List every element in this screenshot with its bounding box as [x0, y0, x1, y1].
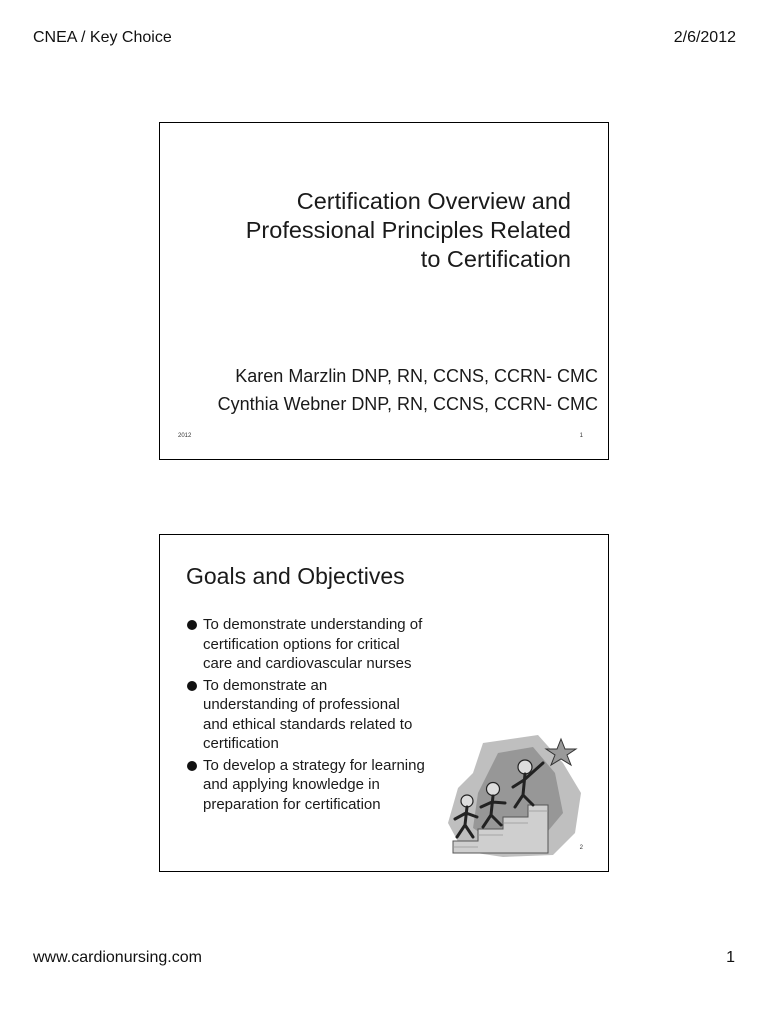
page-footer-url: www.cardionursing.com — [33, 949, 202, 966]
slide-2-number: 2 — [579, 845, 583, 851]
bullet-line: and applying knowledge in — [203, 776, 380, 793]
author-line: Karen Marzlin DNP, RN, CCNS, CCRN- CMC — [235, 366, 598, 386]
slide-1-title-line: Professional Principles Related — [245, 217, 571, 243]
list-item — [186, 676, 476, 754]
slide-2-title: Goals and Objectives — [186, 563, 405, 589]
bullet-line: To demonstrate an — [203, 676, 328, 694]
bullet-line: understanding of professional — [203, 696, 400, 713]
slide-1-number: 1 — [579, 433, 583, 439]
slide-1-authors — [158, 362, 598, 418]
bullet-line: To demonstrate understanding of — [203, 616, 423, 633]
author-line: Cynthia Webner DNP, RN, CCNS, CCRN- CMC — [217, 394, 598, 414]
bullet-line: certification — [203, 735, 279, 752]
bullet-line: To develop a strategy for learning — [203, 756, 425, 774]
slide-1-title-line: to Certification — [420, 246, 571, 272]
bullet-line: care and cardiovascular nurses — [203, 655, 412, 672]
bullet-line: and ethical standards related to — [203, 715, 413, 733]
slide-1 — [159, 122, 609, 460]
people-climbing-stairs-to-star-icon — [443, 733, 593, 859]
bullet-icon — [187, 761, 197, 771]
slide-2 — [159, 534, 609, 872]
slide-1-title — [171, 187, 571, 274]
bullet-icon — [187, 681, 197, 691]
page-number: 1 — [726, 949, 735, 966]
bullet-line: preparation for certification — [203, 795, 381, 813]
bullet-icon — [187, 620, 197, 630]
slide-1-title-line: Certification Overview and — [296, 188, 571, 214]
objectives-list — [186, 615, 476, 816]
page-header-date: 2/6/2012 — [673, 29, 736, 46]
page-header-left: CNEA / Key Choice — [33, 29, 172, 46]
bullet-line: certification options for critical — [203, 635, 400, 653]
list-item — [186, 615, 476, 674]
list-item — [186, 756, 476, 815]
slide-1-footer-year: 2012 — [178, 433, 192, 439]
